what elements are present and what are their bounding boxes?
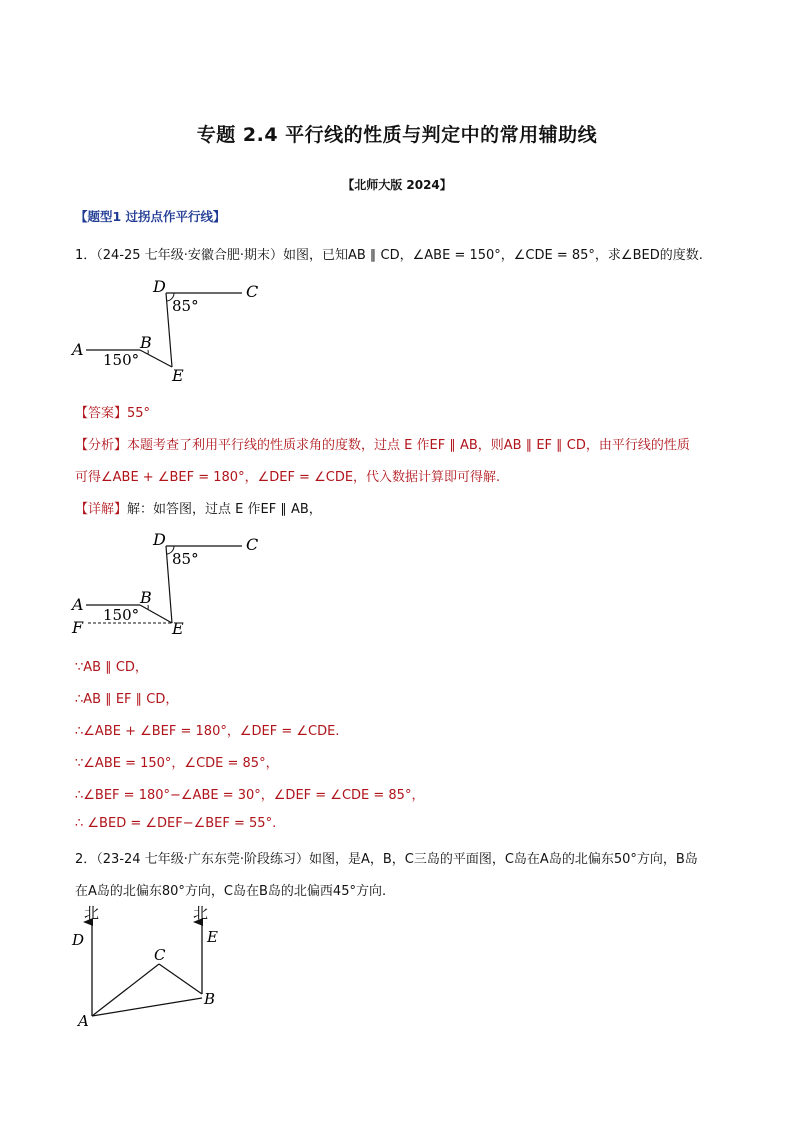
point-label-b: B (140, 588, 152, 607)
figure-2-diagram (70, 526, 270, 642)
answer-tag: 【答案】 (75, 406, 128, 421)
question-1 (75, 244, 703, 263)
angle-label-150: 150° (103, 351, 140, 369)
point-label-d: D (72, 931, 85, 949)
solution-step-2: ∴AB ∥ EF ∥ CD， (75, 692, 179, 707)
angle-label-150: 150° (103, 606, 140, 624)
point-label-a: A (72, 595, 84, 614)
figure-3-diagram (68, 900, 238, 1028)
question-number: 2． (75, 852, 97, 867)
point-label-f: F (72, 618, 84, 637)
question-type-header: 【题型1 过拐点作平行线】 (75, 209, 226, 224)
point-label-b: B (204, 990, 216, 1008)
point-label-c: C (154, 946, 166, 964)
solution-step-6: ∴ ∠BED = ∠DEF−∠BEF = 55°. (75, 816, 277, 831)
point-label-d: D (153, 530, 166, 549)
analysis-tag: 【分析】 (75, 438, 128, 453)
figure-1-diagram (70, 276, 270, 388)
solution-step-3: ∴∠ABE + ∠BEF = 180°，∠DEF = ∠CDE. (75, 724, 340, 739)
detail-text: 解：如答图，过点 E 作EF ∥ AB， (127, 502, 322, 517)
solution-step-1: ∵AB ∥ CD， (75, 660, 148, 675)
analysis-line-1 (75, 434, 690, 453)
question-number: 1． (75, 248, 97, 263)
line-be (140, 350, 172, 367)
point-label-a: A (72, 340, 84, 359)
analysis-text-1: 本题考查了利用平行线的性质求角的度数，过点 E 作EF ∥ AB，则AB ∥ EF ∥ CD，由平行线的性质 (127, 438, 690, 453)
point-label-b: B (140, 333, 152, 352)
question-2-line-2: 在A岛的北偏东80°方向，C岛在B岛的北偏西45°方向. (75, 884, 387, 899)
angle-label-85: 85° (172, 297, 199, 315)
point-label-e: E (172, 619, 184, 638)
segment-cb (159, 964, 202, 994)
point-label-d: D (153, 277, 166, 296)
point-label-e: E (207, 928, 218, 946)
line-be (140, 605, 172, 623)
question-text: 如图，是A，B，C三岛的平面图，C岛在A岛的北偏东50°方向，B岛 (308, 852, 698, 867)
question-text: 如图，已知AB ∥ CD，∠ABE = 150°，∠CDE = 85°，求∠BED的度数. (282, 248, 703, 263)
answer-value: 55° (127, 406, 151, 421)
detail-line (75, 498, 322, 517)
question-source: （23-24 七年级·广东东莞·阶段练习） (96, 852, 309, 867)
detail-tag: 【详解】 (75, 502, 128, 517)
point-label-a: A (78, 1012, 89, 1028)
segment-ac (92, 964, 159, 1016)
solution-step-5: ∴∠BEF = 180°−∠ABE = 30°，∠DEF = ∠CDE = 85°， (75, 788, 425, 803)
north-label-right: 北 (193, 904, 209, 922)
question-source: （24-25 七年级·安徽合肥·期末） (96, 248, 283, 263)
analysis-line-2: 可得∠ABE + ∠BEF = 180°，∠DEF = ∠CDE，代入数据计算即可得解. (75, 470, 501, 485)
edition-label: 【北师大版 2024】 (342, 178, 452, 192)
angle-label-85: 85° (172, 550, 199, 568)
question-2-line-1 (75, 848, 698, 867)
point-label-c: C (246, 282, 259, 301)
north-label-left: 北 (84, 904, 100, 922)
page-title: 专题 2.4 平行线的性质与判定中的常用辅助线 (196, 124, 598, 146)
answer-line (75, 402, 150, 421)
solution-step-4: ∵∠ABE = 150°，∠CDE = 85°， (75, 756, 279, 771)
point-label-e: E (172, 366, 184, 385)
point-label-c: C (246, 535, 259, 554)
segment-ab (92, 998, 202, 1016)
